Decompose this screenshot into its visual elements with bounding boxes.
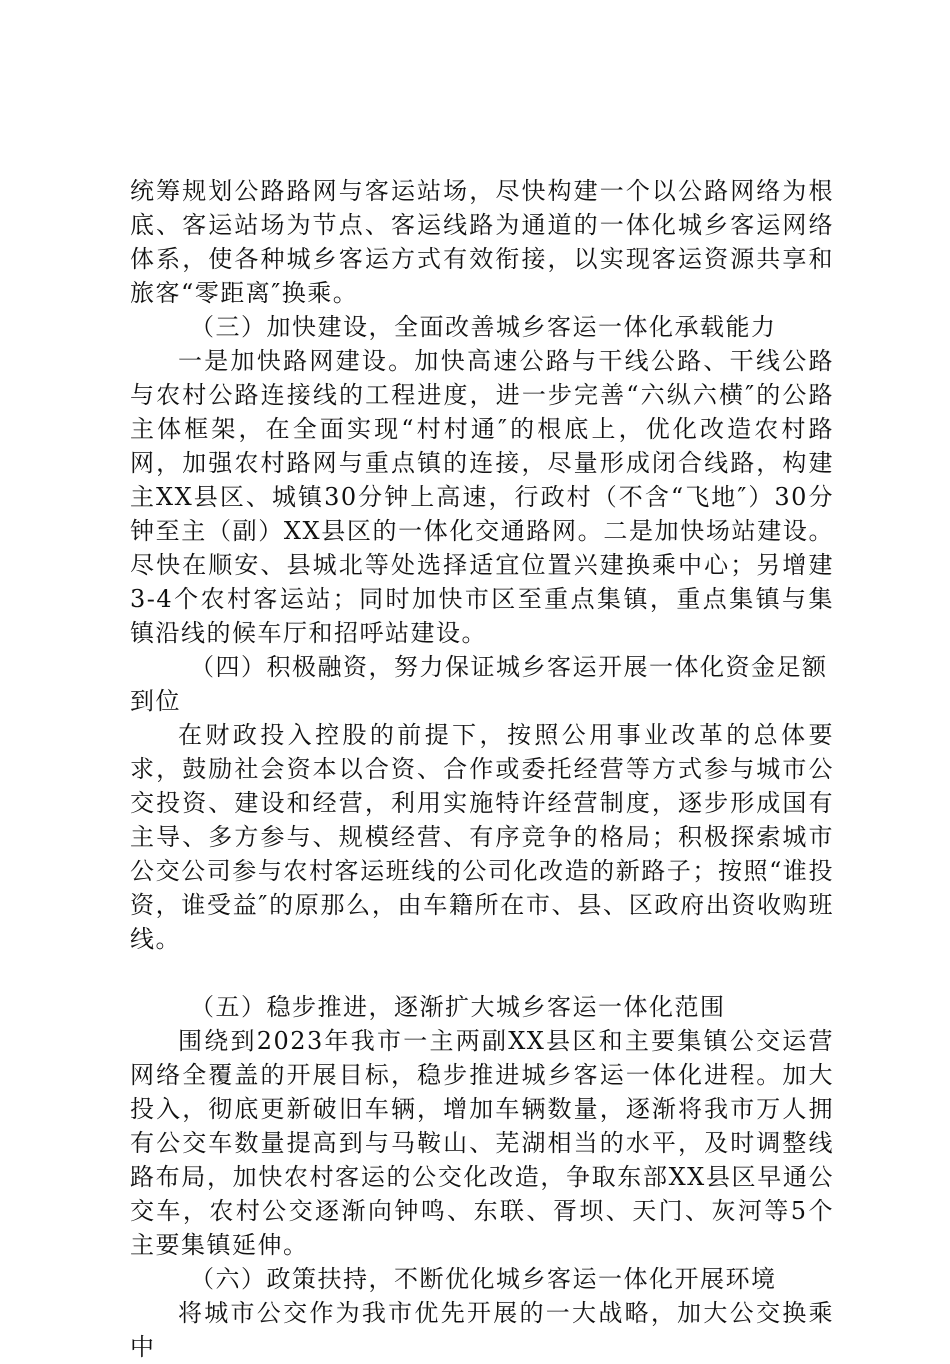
section-heading-4: （四）积极融资，努力保证城乡客运开展一体化资金足额到位 bbox=[130, 653, 828, 715]
paragraph-gap bbox=[130, 956, 834, 990]
paragraph-expansion: 围绕到2023年我市一主两副XX县区和主要集镇公交运营网络全覆盖的开展目标，稳步推进城乡客运一体化进程。加大投入，彻底更新破旧车辆，增加车辆数量，逐渐将我市万人拥有公交车数量提高到与马鞍山、芜湖相当的水平，及时调整线路布局，加快农村客运的公交化改造，争取东部XX县区早通公交车，农村公交逐渐向钟鸣、东联、胥坝、天门、灰河等5个主要集镇延伸。 bbox=[130, 1027, 834, 1259]
section-heading-3: （三）加快建设，全面改善城乡客运一体化承载能力 bbox=[190, 313, 777, 341]
paragraph-financing: 在财政投入控股的前提下，按照公用事业改革的总体要求，鼓励社会资本以合资、合作或委托经营等方式参与城市公交投资、建设和经营，利用实施特许经营制度，逐步形成国有主导、多方参与、规模经营、有序竞争的格局；积极探索城市公交公司参与农村客运班线的公司化改造的新路子；按照“谁投资，谁受益″的原那么，由车籍所在市、县、区政府出资收购班线。 bbox=[130, 721, 834, 953]
section-heading-6: （六）政策扶持，不断优化城乡客运一体化开展环境 bbox=[190, 1265, 777, 1293]
document-body bbox=[130, 174, 834, 1364]
paragraph-policy: 将城市公交作为我市优先开展的一大战略，加大公交换乘中 bbox=[130, 1299, 834, 1361]
paragraph-continued: 统筹规划公路路网与客运站场，尽快构建一个以公路网络为根底、客运站场为节点、客运线路为通道的一体化城乡客运网络体系，使各种城乡客运方式有效衔接，以实现客运资源共享和旅客“零距离″换乘。 bbox=[130, 177, 834, 307]
paragraph-road-network: 一是加快路网建设。加快高速公路与干线公路、干线公路与农村公路连接线的工程进度，进一步完善“六纵六横″的公路主体框架，在全面实现“村村通″的根底上，优化改造农村路网，加强农村路网与重点镇的连接，尽量形成闭合线路，构建主XX县区、城镇30分钟上高速，行政村（不含“飞地″）30分钟至主（副）XX县区的一体化交通路网。二是加快场站建设。尽快在顺安、县城北等处选择适宜位置兴建换乘中心；另增建3-4个农村客运站；同时加快市区至重点集镇，重点集镇与集镇沿线的候车厅和招呼站建设。 bbox=[130, 347, 834, 647]
section-heading-5: （五）稳步推进，逐渐扩大城乡客运一体化范围 bbox=[190, 993, 726, 1021]
